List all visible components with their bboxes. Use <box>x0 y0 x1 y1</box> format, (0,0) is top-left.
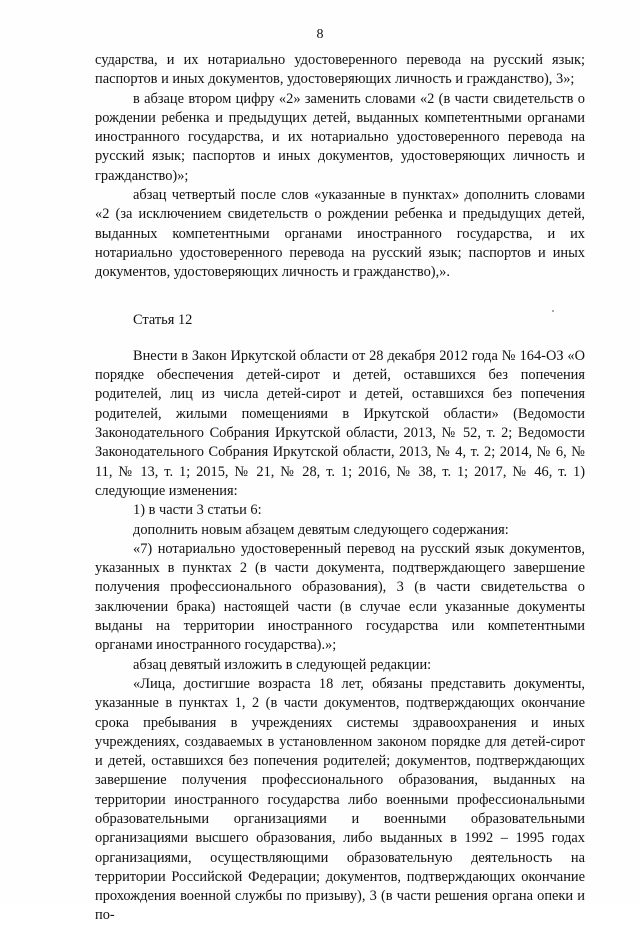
document-body <box>95 51 585 926</box>
article-heading: Статья 12 <box>133 311 193 328</box>
paragraph-add-ninth-abzac: дополнить новым абзацем девятым следующего содержания: <box>133 521 509 538</box>
section-spacer <box>95 283 585 298</box>
scan-mark <box>552 310 554 312</box>
paragraph-amendment-second-abzac: в абзаце втором цифру «2» заменить словами «2 (в части свидетельств о рождении ребенка и предыдущих детей, выданных компетентными органами иностранного государства, и их нотариально удостоверенного перевода на русский язык; паспортов и иных документов, удостоверяющих личность и гражданство)»; <box>95 90 585 184</box>
paragraph-new-clause-7: «7) нотариально удостоверенный перевод на русский язык документов, указанных в пунктах 2 (в части документа, подтверждающего завершение получения профессионального образования), 3 (в части свидетельства о заключении брака) настоящей части (в случае если указанные документы выданы на территории иностранного государства или компетентными органами иностранного государства).»; <box>95 540 585 654</box>
paragraph-ninth-abzac-text: «Лица, достигшие возраста 18 лет, обязаны представить документы, указанные в пунктах 1, 2 (в части документов, подтверждающих окончание срока пребывания в учреждениях системы здравоохранения и иных учреждениях, создаваемых в установленном законом порядке для детей-сирот и детей, оставшихся без попечения родителей; документов, подтверждающих завершение получения профессионального образования, выданных на территории иностранного государства либо военными профессиональными образовательными организациями и военными образовательными организациями высшего образования, либо выданных в 1992 – 1995 годах организациями, осуществляющими образовательную деятельность на территории Российской Федерации; документов, подтверждающих окончание прохождения военной службы по призыву), 3 (в части решения органа опеки и по- <box>95 675 585 924</box>
paragraph-item-1: 1) в части 3 статьи 6: <box>133 502 262 519</box>
page-number: 8 <box>316 27 324 42</box>
paragraph-amendment-fourth-abzac: абзац четвертый после слов «указанные в пунктах» дополнить словами «2 (за исключением свидетельств о рождении ребенка и предыдущих детей, выданных компетентными органами иностранного государства, и их нотариально удостоверенного перевода на русский язык; паспортов и иных документов, удостоверяющих личность и гражданство),». <box>95 187 585 281</box>
paragraph-continuation: сударства, и их нотариально удостоверенного перевода на русский язык; паспортов и иных документов, удостоверяющих личность и гражданство), 3»; <box>95 52 585 88</box>
paragraph-law-amendment-intro: Внести в Закон Иркутской области от 28 декабря 2012 года № 164-ОЗ «О порядке обеспечения детей-сирот и детей, оставшихся без попечения родителей, лиц из числа детей-сирот и детей, оставшихся без попечения родителей, жилыми помещениями в Иркутской области» (Ведомости Законодательного Собрания Иркутской области, 2013, № 52, т. 2; Ведомости Законодательного Собрания Иркутской области, 2013, № 4, т. 2; 2014, № 6, № 11, № 13, т. 1; 2015, № 21, № 28, т. 1; 2016, № 38, т. 1; 2017, № 46, т. 1) следующие изменения: <box>95 347 585 499</box>
paragraph-ninth-abzac-instruction: абзац девятый изложить в следующей редакции: <box>133 656 432 673</box>
